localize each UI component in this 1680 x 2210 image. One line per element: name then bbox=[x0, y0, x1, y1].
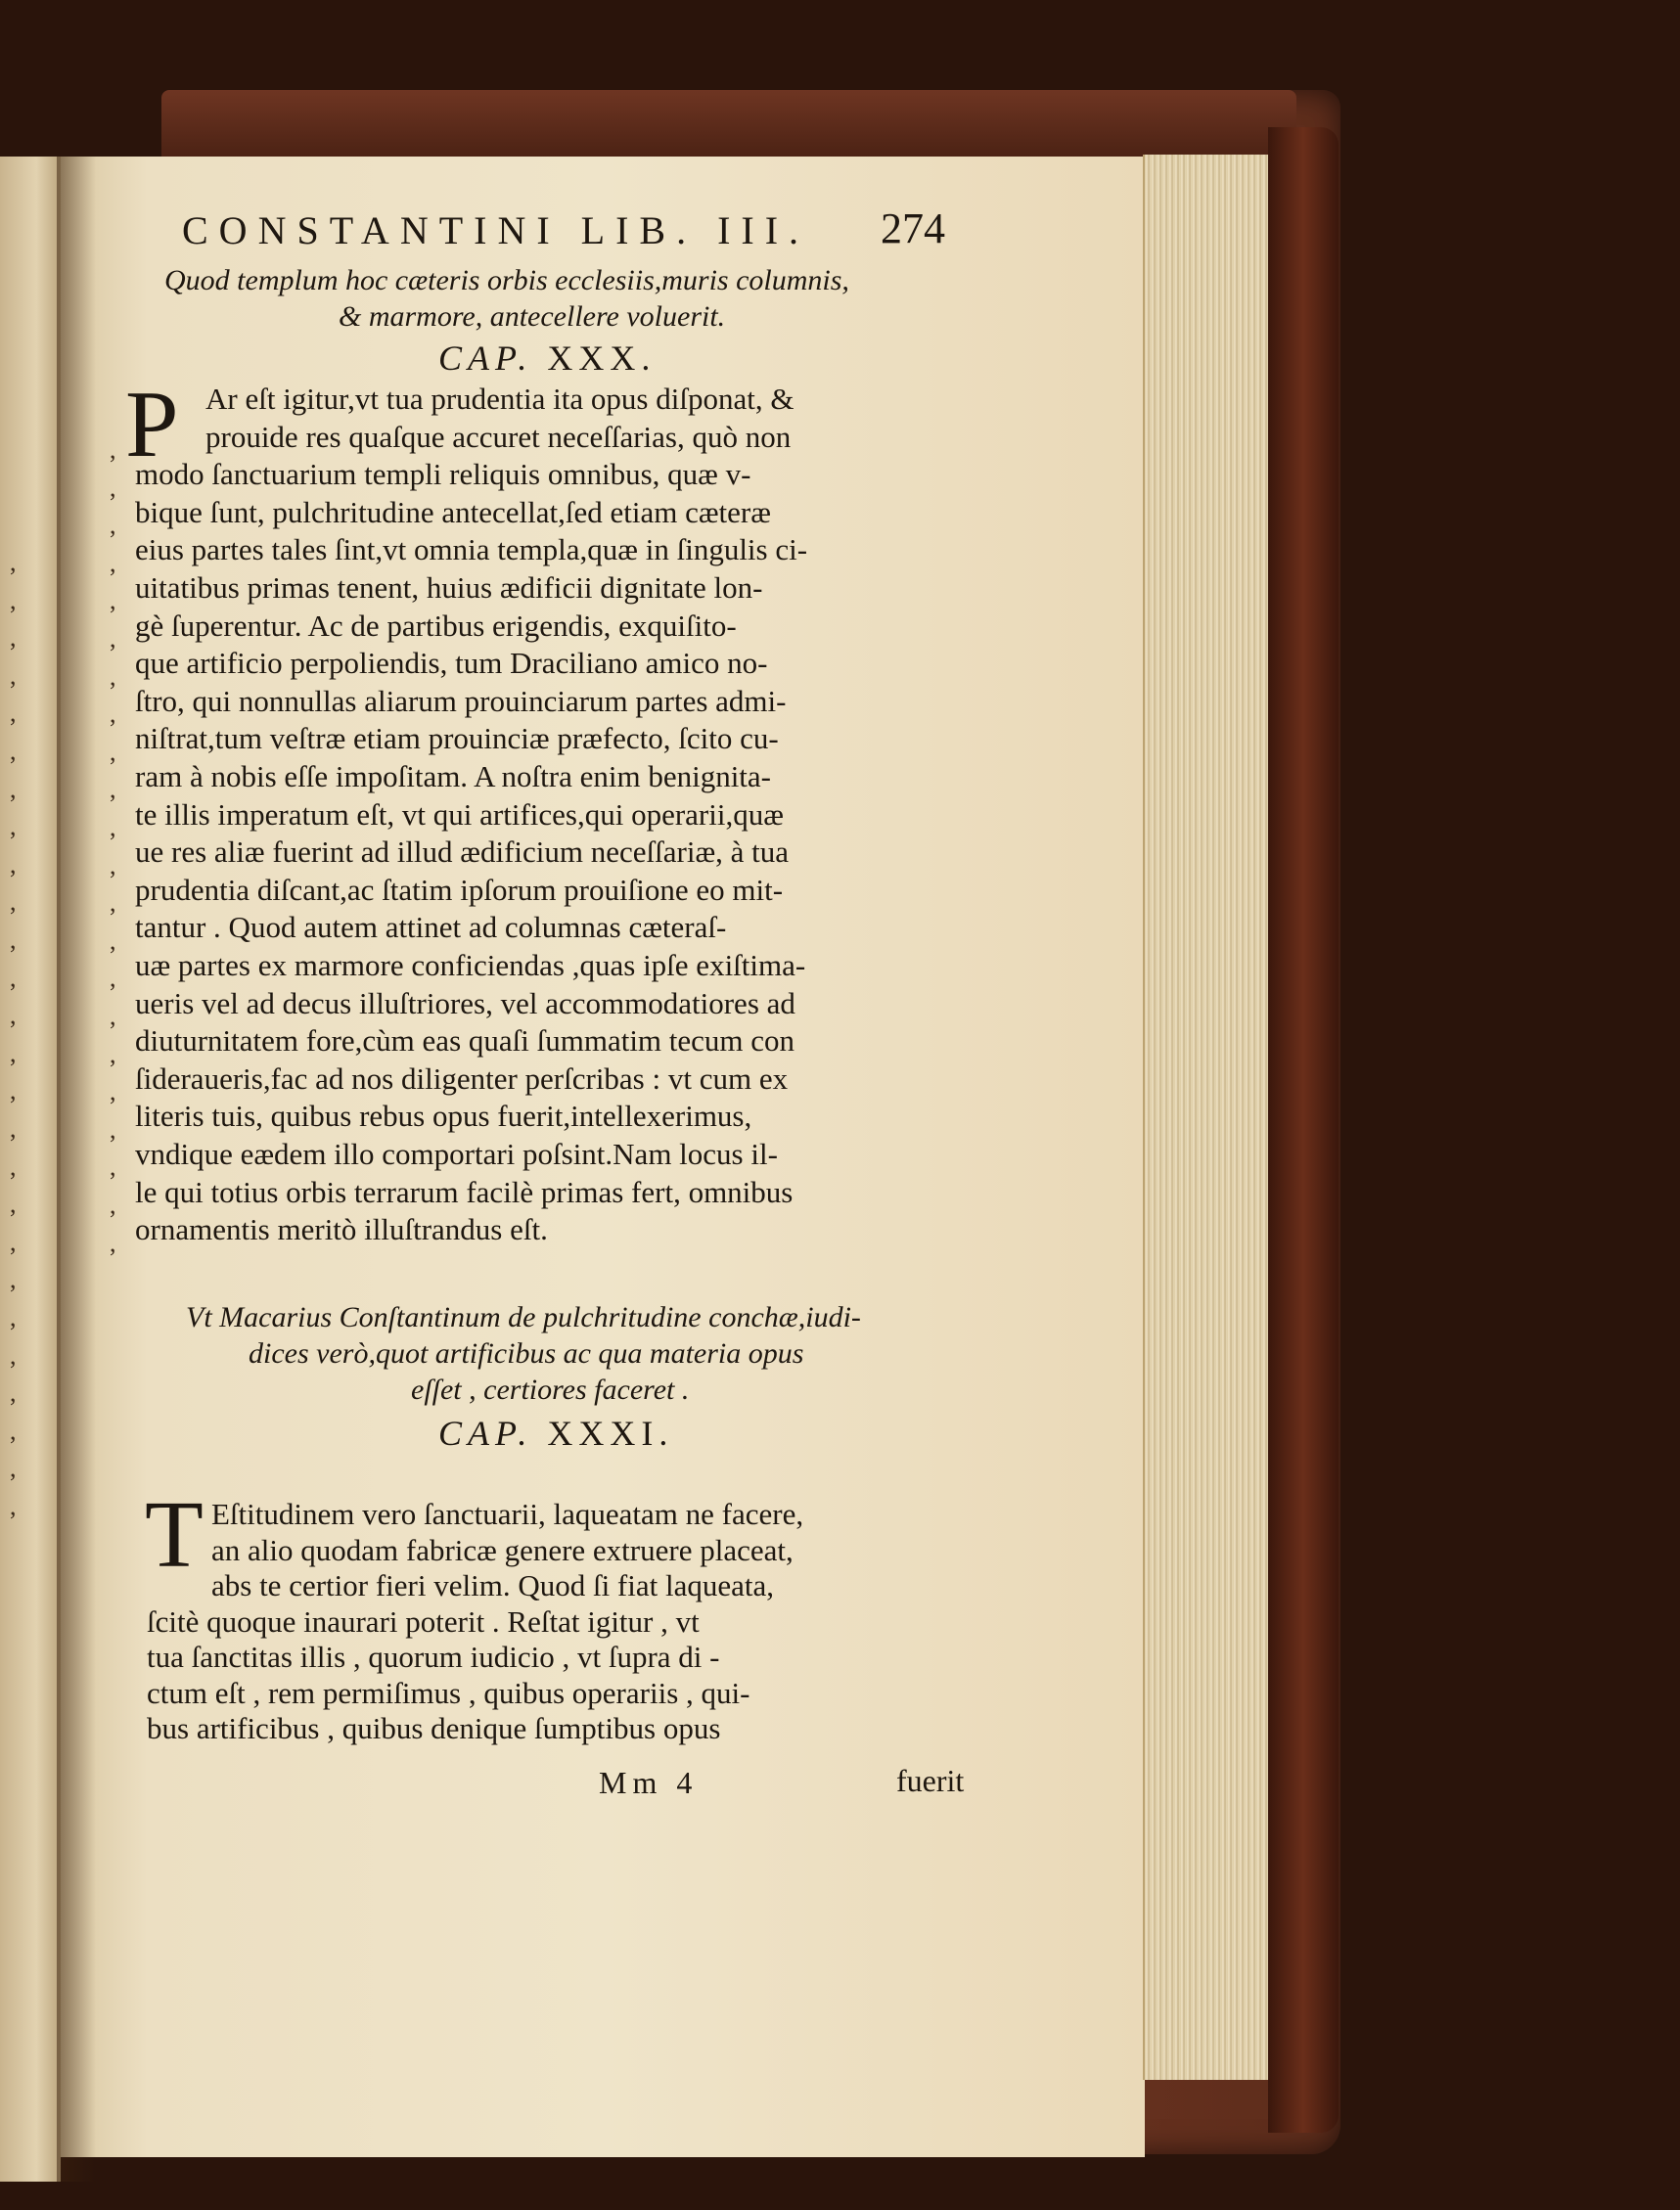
text-line: gè ſuperentur. Ac de partibus erigendis, exquiſito- bbox=[135, 608, 737, 643]
text-line: Eſtitudinem vero ſanctuarii, laqueatam ne facere, bbox=[211, 1497, 804, 1531]
text-line: ctum eſt , rem permiſimus , quibus operariis , qui- bbox=[147, 1675, 750, 1710]
chapter-heading bbox=[438, 1413, 673, 1454]
margin-comma: , bbox=[110, 1002, 116, 1030]
margin-comma: , bbox=[110, 699, 116, 729]
margin-comma: , bbox=[10, 660, 17, 690]
margin-comma: , bbox=[10, 737, 17, 765]
chapter-title-line: dices verò,quot artificibus ac qua materia opus bbox=[249, 1337, 804, 1370]
margin-comma: , bbox=[110, 435, 116, 464]
text-line: ueris vel ad decus illuſtriores, vel accommodatiores ad bbox=[135, 985, 795, 1020]
margin-comma: , bbox=[110, 473, 116, 502]
margin-comma: , bbox=[10, 812, 17, 841]
margin-comma: , bbox=[10, 1227, 17, 1256]
text-line: an alio quodam fabricæ genere extruere placeat, bbox=[211, 1532, 794, 1567]
margin-comma: , bbox=[110, 850, 116, 879]
margin-comma: , bbox=[110, 586, 116, 615]
margin-comma: , bbox=[110, 964, 116, 993]
margin-comma: , bbox=[110, 813, 116, 841]
text-line: vndique eædem illo comportari poſsint.Nam locus il- bbox=[135, 1137, 778, 1171]
chapter-prefix: CAP. bbox=[438, 1414, 533, 1453]
chapter-title-line: Quod templum hoc cæteris orbis ecclesiis,muris columnis, bbox=[164, 264, 849, 296]
margin-comma: , bbox=[10, 1303, 17, 1331]
text-line: que artificio perpoliendis, tum Draciliano amico no- bbox=[135, 646, 768, 681]
margin-comma: , bbox=[10, 1340, 17, 1370]
margin-comma: , bbox=[10, 1038, 17, 1067]
margin-comma: , bbox=[110, 511, 116, 540]
margin-comma: , bbox=[10, 963, 17, 992]
text-line: ornamentis meritò illuſtrandus eſt. bbox=[135, 1212, 548, 1247]
margin-comma: , bbox=[10, 925, 17, 954]
text-line: uitatibus primas tenent, huius ædificii dignitate lon- bbox=[135, 570, 763, 605]
margin-comma: , bbox=[110, 925, 116, 955]
margin-comma: , bbox=[10, 699, 17, 728]
margin-comma: , bbox=[10, 1190, 17, 1219]
text-line: abs te certior fieri velim. Quod ſi fiat laqueata, bbox=[211, 1568, 774, 1602]
text-line: eius partes tales ſint,vt omnia templa,quæ in ſingulis ci- bbox=[135, 532, 808, 567]
text-line: modo ſanctuarium templi reliquis omnibus, quæ v- bbox=[135, 457, 751, 492]
drop-cap: P bbox=[125, 372, 179, 477]
text-line: bus artificibus , quibus denique ſumptibus opus bbox=[147, 1711, 721, 1745]
text-line: ſcitè quoque inaurari poterit . Reſtat igitur , vt bbox=[147, 1603, 700, 1639]
text-line: tantur . Quod autem attinet ad columnas cæteraſ- bbox=[135, 910, 727, 945]
chapter-prefix: CAP. bbox=[438, 338, 533, 378]
margin-comma: , bbox=[10, 1492, 17, 1520]
gutter-shadow bbox=[57, 157, 96, 2182]
text-line: ſideraueris,fac ad nos diligenter perſcribas : vt cum ex bbox=[135, 1060, 789, 1096]
text-line: prudentia diſcant,ac ſtatim ipſorum prouiſione eo mit- bbox=[135, 872, 784, 907]
page-block-edges bbox=[1143, 155, 1272, 2080]
page-number: 274 bbox=[881, 204, 945, 252]
margin-comma: , bbox=[110, 661, 116, 691]
text-line: ram à nobis eſſe impoſitam. A noſtra enim benignita- bbox=[135, 759, 772, 793]
text-line: uæ partes ex marmore conficiendas ,quas ipſe exiſtima- bbox=[135, 948, 806, 982]
margin-comma: , bbox=[10, 548, 17, 576]
margin-comma: , bbox=[110, 737, 116, 766]
margin-comma: , bbox=[10, 1378, 17, 1408]
text-line: prouide res quaſque accuret neceſſarias, quò non bbox=[205, 419, 792, 454]
margin-comma: , bbox=[10, 1001, 17, 1030]
chapter-title-line: Vt Macarius Conſtantinum de pulchritudine conchæ,iudi- bbox=[186, 1301, 861, 1333]
margin-comma: , bbox=[10, 849, 17, 879]
chapter-heading bbox=[438, 338, 656, 379]
running-head: CONSTANTINI LIB. III. bbox=[182, 208, 810, 252]
margin-comma: , bbox=[110, 775, 116, 804]
margin-comma: , bbox=[110, 1228, 116, 1257]
margin-comma: , bbox=[10, 1076, 17, 1105]
text-line: te illis imperatum eſt, vt qui artifices,qui operarii,quæ bbox=[135, 796, 784, 832]
binding-top-edge bbox=[161, 90, 1296, 158]
text-line: tua ſanctitas illis , quorum iudicio , vt ſupra di - bbox=[147, 1640, 720, 1674]
chapter-title-line: & marmore, antecellere voluerit. bbox=[339, 300, 726, 333]
signature-mark: Mm 4 bbox=[599, 1765, 699, 1800]
text-line: ue res aliæ fuerint ad illud ædificium neceſſariæ, à tua bbox=[135, 834, 790, 870]
margin-comma: , bbox=[110, 1191, 116, 1219]
margin-comma: , bbox=[10, 1454, 17, 1483]
margin-comma: , bbox=[10, 1114, 17, 1143]
margin-comma: , bbox=[10, 585, 17, 614]
text-line: bique ſunt, pulchritudine antecellat,ſed etiam cæteræ bbox=[135, 494, 771, 529]
chapter-title-line: eſſet , certiores faceret . bbox=[411, 1374, 690, 1406]
text-line: ſtro, qui nonnullas aliarum prouinciarum partes admi- bbox=[135, 683, 787, 718]
text-line: Ar eſt igitur,vt tua prudentia ita opus diſponat, & bbox=[205, 382, 795, 416]
margin-comma: , bbox=[110, 1152, 116, 1182]
margin-comma: , bbox=[110, 548, 116, 577]
fore-edge-binding bbox=[1268, 127, 1339, 2133]
margin-comma: , bbox=[110, 1114, 116, 1144]
margin-comma: , bbox=[110, 1077, 116, 1106]
drop-cap: T bbox=[145, 1482, 204, 1588]
margin-comma: , bbox=[10, 1151, 17, 1181]
chapter-number: XXX. bbox=[547, 338, 657, 378]
margin-comma: , bbox=[10, 774, 17, 803]
margin-comma: , bbox=[110, 624, 116, 653]
margin-comma: , bbox=[10, 1265, 17, 1294]
text-line: niſtrat,tum veſtræ etiam prouinciæ præfecto, ſcito cu- bbox=[135, 721, 779, 756]
margin-comma: , bbox=[10, 623, 17, 653]
margin-comma: , bbox=[10, 887, 17, 917]
margin-comma: , bbox=[10, 1416, 17, 1445]
text-line: diuturnitatem fore,cùm eas quaſi ſummatim tecum con bbox=[135, 1023, 795, 1059]
text-line: le qui totius orbis terrarum facilè primas fert, omnibus bbox=[135, 1174, 794, 1209]
margin-comma: , bbox=[110, 888, 116, 918]
chapter-number: XXXI. bbox=[547, 1414, 674, 1453]
catchword: fuerit bbox=[896, 1763, 965, 1798]
text-line: literis tuis, quibus rebus opus fuerit,intellexerimus, bbox=[135, 1099, 752, 1134]
margin-comma: , bbox=[110, 1039, 116, 1068]
